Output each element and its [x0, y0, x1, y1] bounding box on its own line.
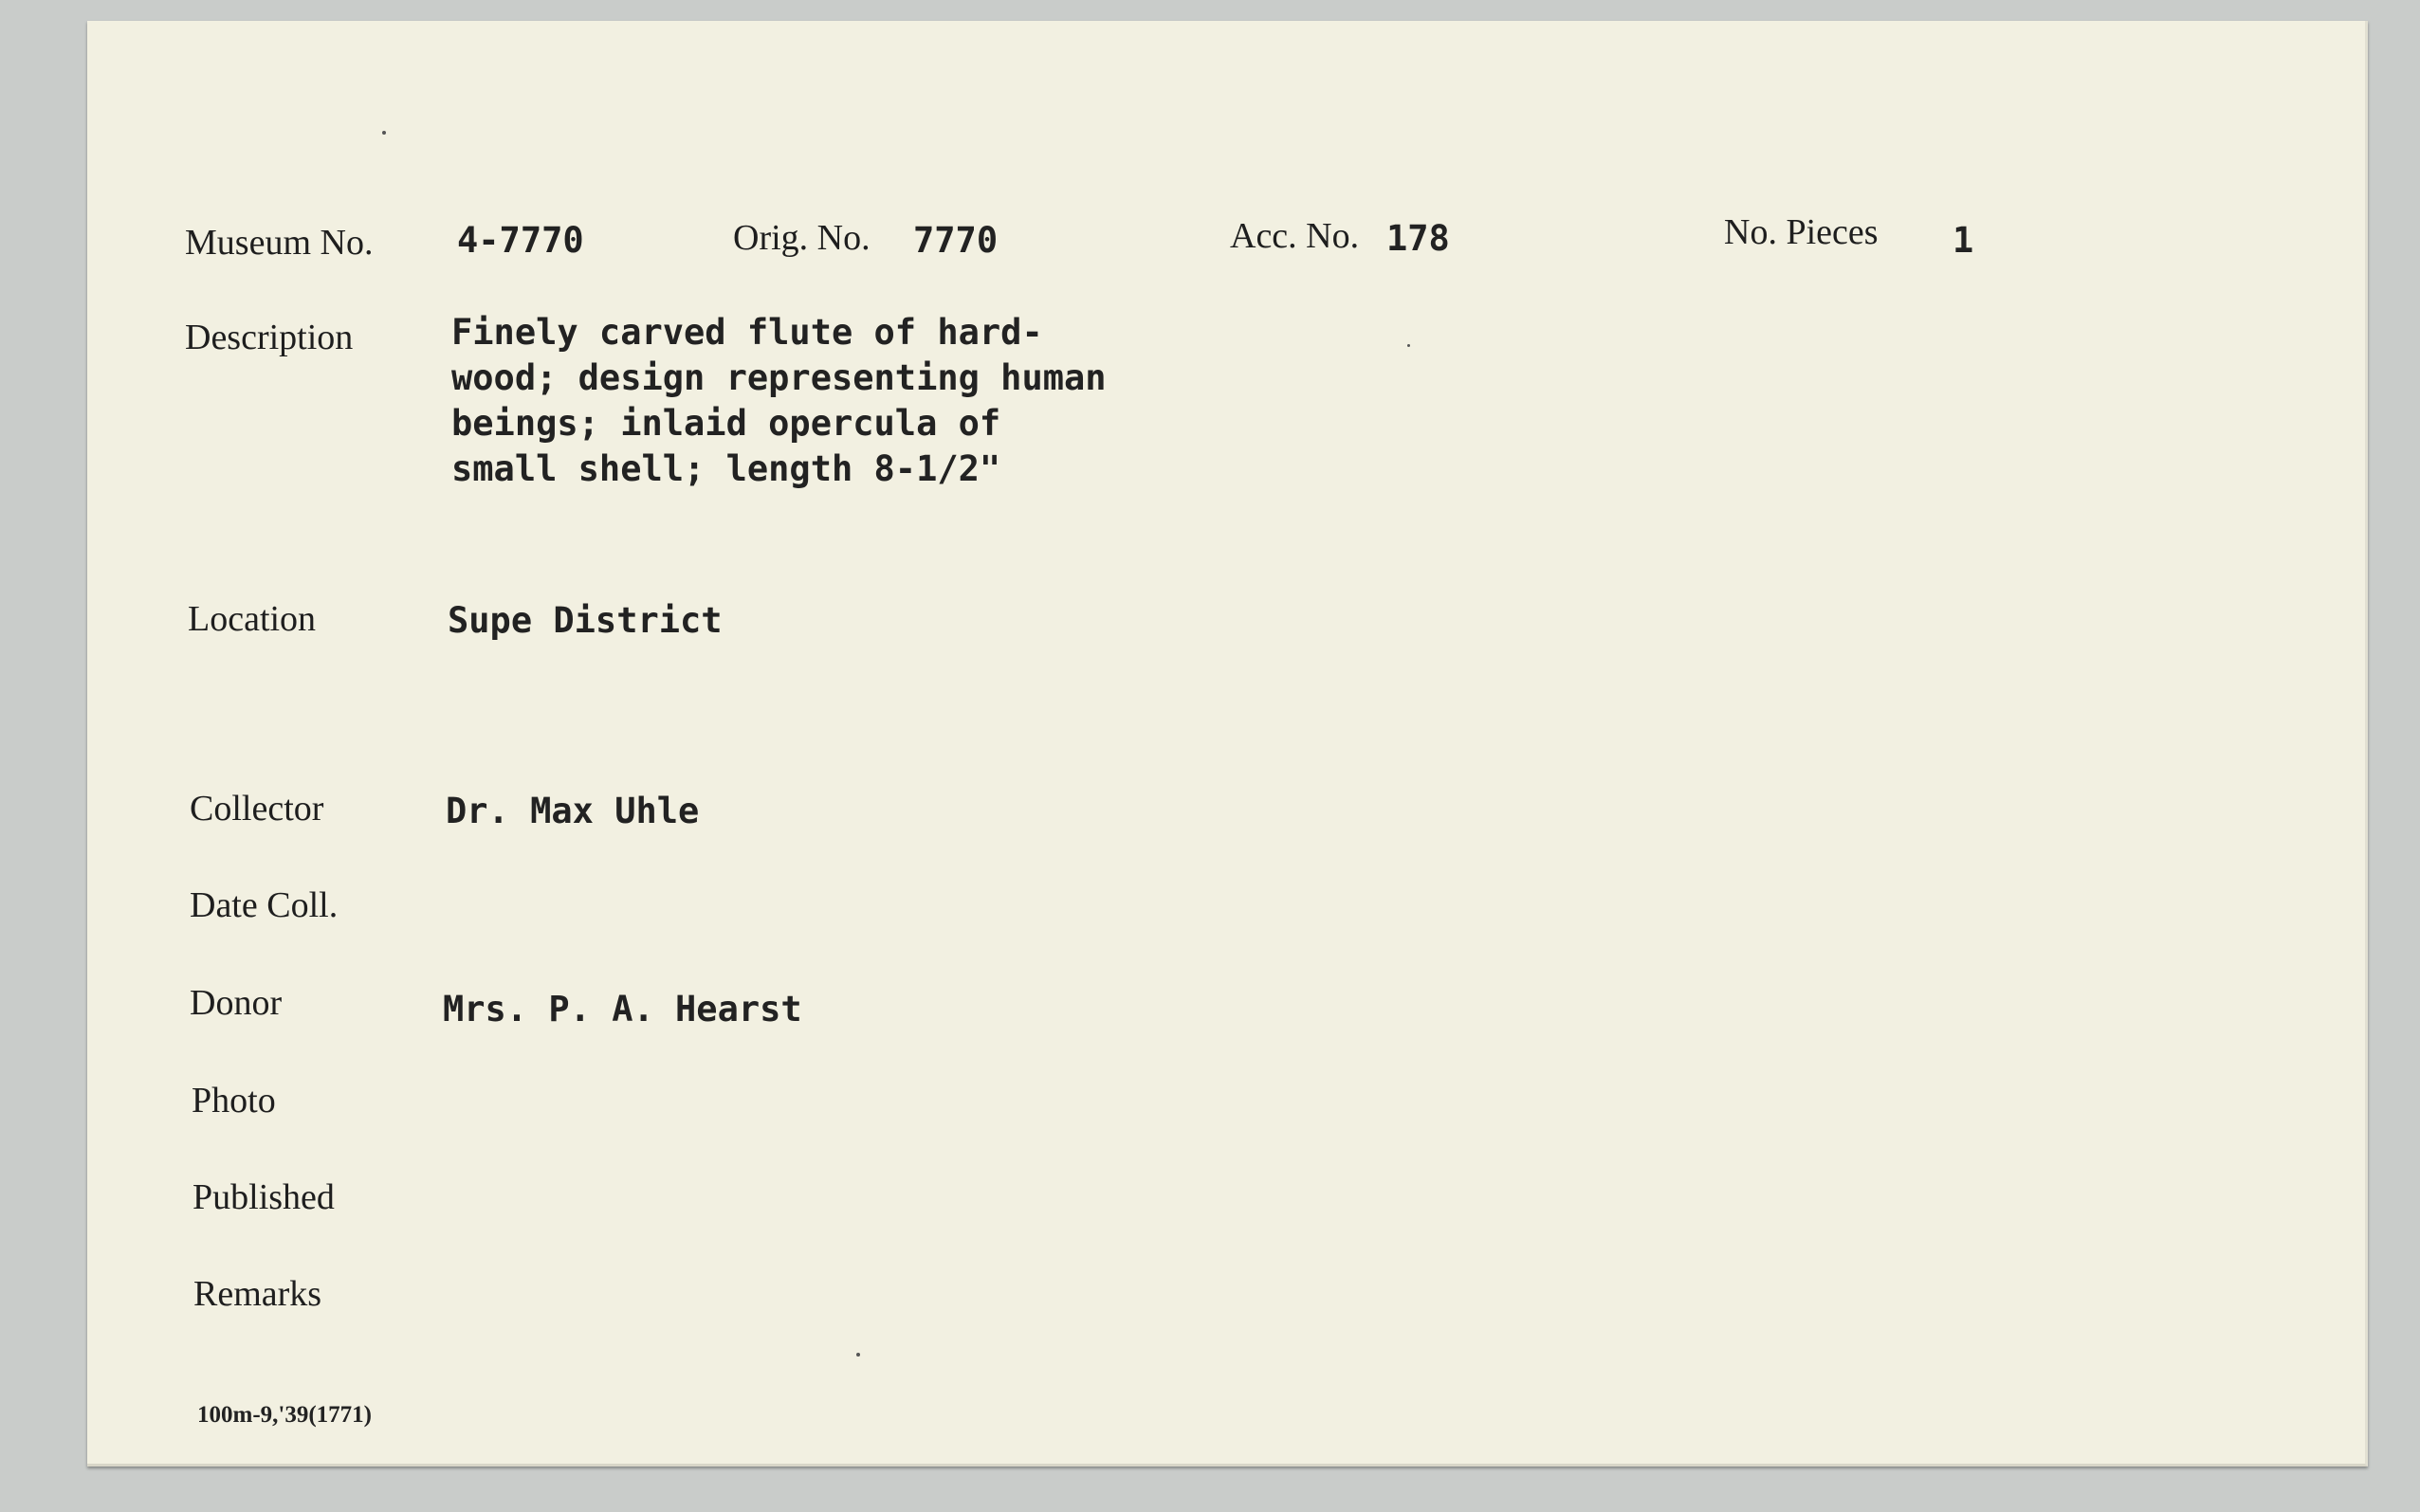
date-coll-label: Date Coll. — [190, 885, 339, 925]
acc-no-label: Acc. No. — [1230, 216, 1360, 256]
paper-speck — [1407, 344, 1410, 347]
donor-value: Mrs. P. A. Hearst — [443, 989, 802, 1029]
description-value: Finely carved flute of hard- wood; design representing human beings; inlaid opercula of small shell; length 8-1/2" — [451, 312, 1107, 489]
location-label: Location — [188, 599, 317, 639]
no-pieces-value: 1 — [1952, 220, 1974, 261]
remarks-label: Remarks — [193, 1274, 322, 1314]
description-label: Description — [185, 318, 354, 357]
collector-label: Collector — [190, 789, 324, 829]
no-pieces-label: No. Pieces — [1724, 212, 1879, 252]
orig-no-label: Orig. No. — [733, 218, 871, 258]
paper-speck — [856, 1353, 860, 1357]
paper-speck — [382, 131, 386, 135]
orig-no-value: 7770 — [913, 220, 999, 261]
donor-label: Donor — [190, 983, 283, 1023]
museum-no-value: 4-7770 — [457, 220, 584, 261]
acc-no-value: 178 — [1386, 218, 1450, 259]
collector-value: Dr. Max Uhle — [446, 791, 700, 831]
catalog-card — [87, 21, 2368, 1466]
museum-no-label: Museum No. — [185, 223, 374, 263]
published-label: Published — [192, 1177, 335, 1217]
location-value: Supe District — [448, 600, 723, 641]
form-code: 100m-9,'39(1771) — [197, 1402, 372, 1428]
photo-label: Photo — [192, 1081, 276, 1120]
